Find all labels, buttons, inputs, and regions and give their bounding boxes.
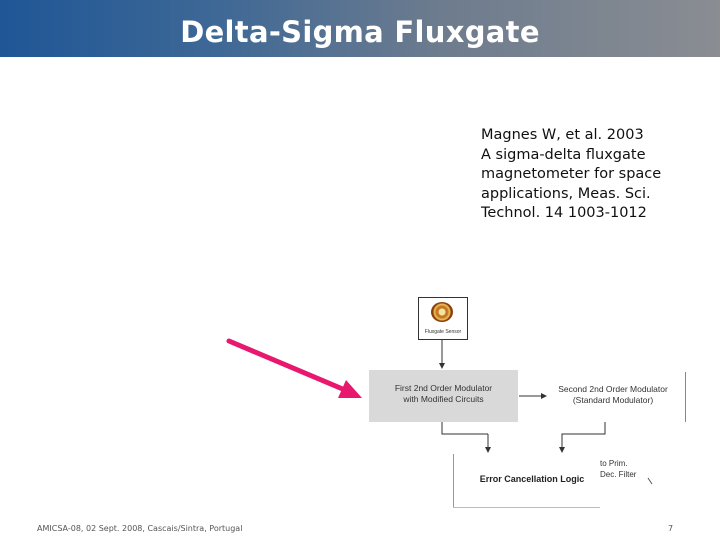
first-modulator-line: First 2nd Order Modulator bbox=[394, 383, 493, 393]
modulator2-to-error-logic-connector bbox=[562, 422, 605, 452]
first-modulator-line: with Modified Circuits bbox=[403, 394, 484, 404]
dec-filter-line: Dec. Filter bbox=[600, 470, 637, 479]
sensor-caption: Fluxgate Sensor bbox=[424, 329, 462, 335]
second-modulator-line: Second 2nd Order Modulator bbox=[558, 384, 668, 394]
citation-line: applications, Meas. Sci. bbox=[481, 185, 651, 202]
citation-line: magnetometer for space bbox=[481, 166, 662, 182]
footer-conference: AMICSA-08, 02 Sept. 2008, Cascais/Sintra, Portugal bbox=[37, 524, 243, 533]
output-arrow bbox=[648, 478, 652, 484]
error-cancellation-logic-label: Error Cancellation Logic bbox=[479, 474, 585, 484]
citation-line: Technol. 14 1003-1012 bbox=[481, 205, 647, 221]
second-modulator-line: (Standard Modulator) bbox=[572, 395, 654, 405]
highlight-arrow bbox=[229, 341, 345, 390]
page-number: 7 bbox=[668, 524, 674, 533]
citation-line: A sigma-delta fluxgate bbox=[481, 146, 646, 163]
modulator1-feedback-connector bbox=[442, 422, 488, 434]
slide-title: Delta-Sigma Fluxgate bbox=[180, 15, 540, 49]
dec-filter-line: to Prim. bbox=[600, 459, 628, 468]
citation-line: Magnes W, et al. 2003 bbox=[481, 127, 644, 143]
